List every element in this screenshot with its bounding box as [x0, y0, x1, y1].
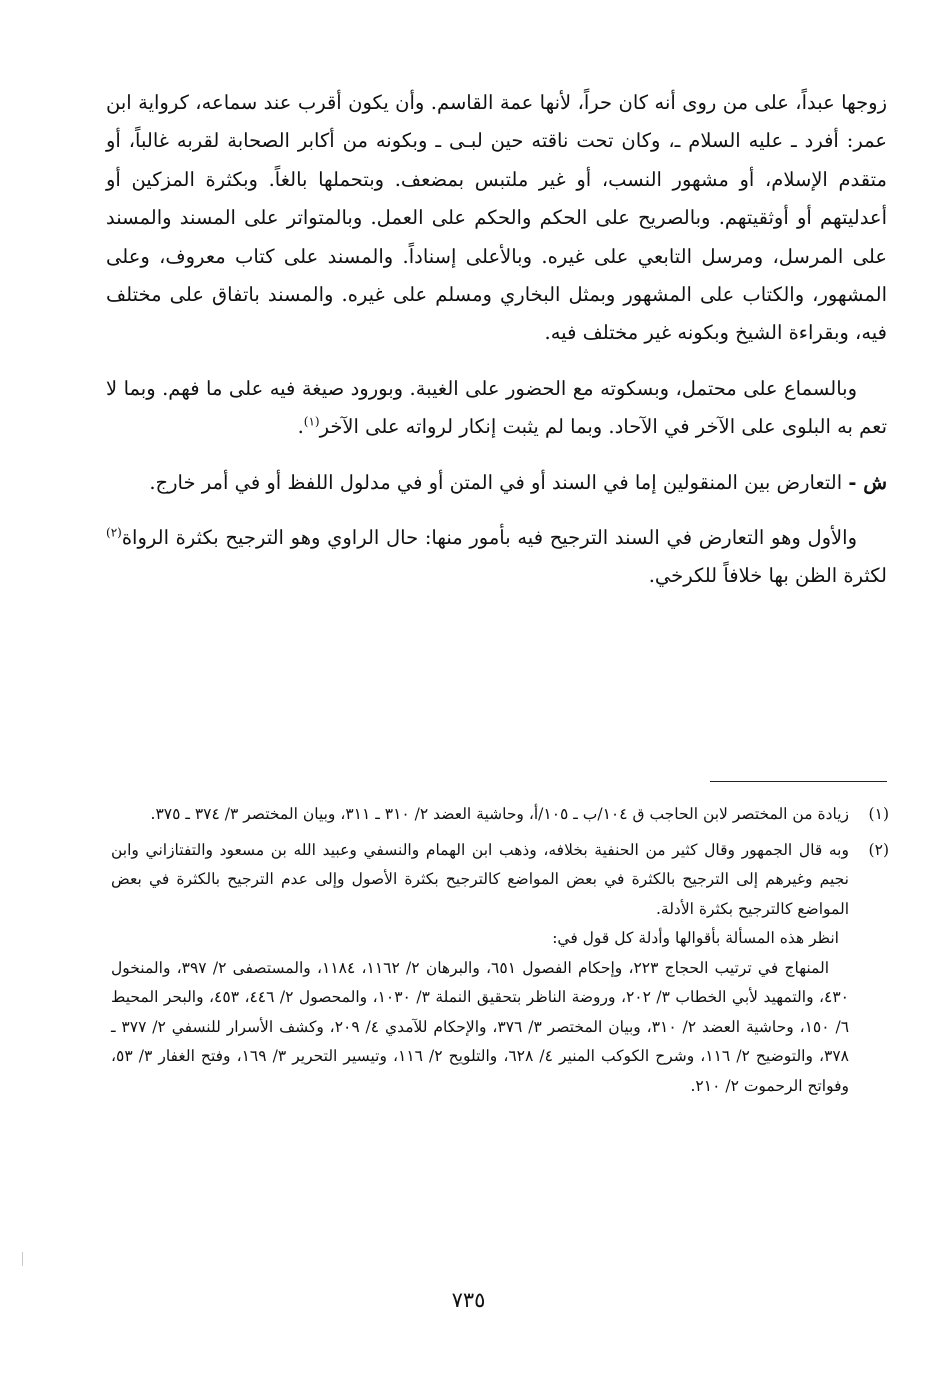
footnote-2-intro: انظر هذه المسألة بأقوالها وأدلة كل قول في:: [552, 929, 839, 947]
footnote-ref-2: (٢): [106, 525, 122, 540]
paragraph-2-end: .: [297, 415, 304, 439]
page-number: ٧٣٥: [451, 1288, 486, 1312]
paragraph-2: [106, 370, 887, 447]
footnote-1-text: زيادة من المختصر لابن الحاجب ق ١٠٤/ب ـ ١٠٥/أ، وحاشية العضد ٢/ ٣١٠ ـ ٣١١، وبيان المختصر ٣/ ٣٧٤ ـ ٣٧٥.: [150, 805, 849, 823]
main-text: [106, 84, 887, 596]
footnote-2-number: (٢): [868, 840, 889, 859]
paragraph-4-text: والأول وهو التعارض في السند الترجيح فيه بأمور منها: حال الراوي وهو الترجيح بكثرة الرواة: [121, 526, 857, 550]
footnote-separator: [710, 781, 887, 782]
footnote-2: [111, 836, 889, 1102]
margin-mark: [22, 1252, 23, 1266]
paragraph-2-text: وبالسماع على محتمل، وبسكوته مع الحضور على الغيبة. وبورود صيغة فيه على ما فهم. وبما لا تعم به البلوى على الآخر في الآحاد. وبما لم يثبت إنكار لرواته على الآخر: [106, 376, 887, 439]
footnote-ref-1: (١): [303, 414, 320, 429]
footnote-1: [111, 800, 889, 830]
commentary-marker: ش -: [848, 470, 887, 494]
footnote-1-number: (١): [868, 805, 889, 823]
paragraph-3-text: التعارض بين المنقولين إما في السند أو في المتن أو في مدلول اللفظ أو في أمر خارج.: [149, 470, 849, 494]
paragraph-3: [106, 464, 887, 502]
footnote-2-text: وبه قال الجمهور وقال كثير من الحنفية بخلافه، وذهب ابن الهمام والنسفي وعبيد الله بن مسعود والتفتازاني وابن نجيم وغيرهم إلى الترجيح بالكثرة في بعض المواضع كالترجيح بكثرة الأصول وإلى عدم الترجيح بالكثرة في بعض المواضع كالترجيح بكثرة الأدلة.: [111, 840, 849, 918]
footnote-2-references: المنهاج في ترتيب الحجاج ٢٢٣، وإحكام الفصول ٦٥١، والبرهان ٢/ ١١٦٢، ١١٨٤، والمستصفى ٢/ ٣٩٧، والمنخول ٤٣٠، والتمهيد لأبي الخطاب ٣/ ٢٠٢، وروضة الناظر بتحقيق النملة ٣/ ١٠٣٠، والمحصول ٢/ ٤٤٦، ٤٥٣، والبحر المحيط ٦/ ١٥٠، وحاشية العضد ٢/ ٣١٠، وبيان المختصر ٣/ ٣٧٦، والإحكام للآمدي ٤/ ٢٠٩، وكشف الأسرار للنسفي ٢/ ٣٧٧ ـ ٣٧٨، والتوضيح ٢/ ١١٦، وشرح الكوكب المنير ٤/ ٦٢٨، والتلويح ٢/ ١١٦، وتيسير التحرير ٣/ ١٦٩، وفتح الغفار ٣/ ٥٣، وفواتح الرحموت ٢/ ٢١٠.: [111, 958, 850, 1095]
paragraph-1: زوجها عبداً، على من روى أنه كان حراً، لأنها عمة القاسم. وأن يكون أقرب عند سماعه، كرواية ابن عمر: أفرد ـ عليه السلام ـ، وكان تحت ناقته حين لبـى ـ وبكونه من أكابر الصحابة لقربه غالباً، أو متقدم الإسلام، أو مشهور النسب، أو غير ملتبس بمضعف. وبتحملها بالغاً. وبكثرة المزكين أو أعدليتهم أو أوثقيتهم. وبالصريح على الحكم والحكم على العمل. وبالمتواتر على المسند والمسند على المرسل، ومرسل التابعي على غيره. وبالأعلى إسناداً. والمسند على كتاب معروف، وعلى المشهور، والكتاب على المشهور وبمثل البخاري ومسلم على غيره. والمسند باتفاق على مختلف فيه، وبقراءة الشيخ وبكونه غير مختلف فيه.: [106, 91, 887, 345]
footnotes: [111, 800, 889, 1107]
paragraph-4-end: لكثرة الظن بها خلافاً للكرخي.: [648, 564, 887, 588]
paragraph-4: [106, 519, 887, 596]
